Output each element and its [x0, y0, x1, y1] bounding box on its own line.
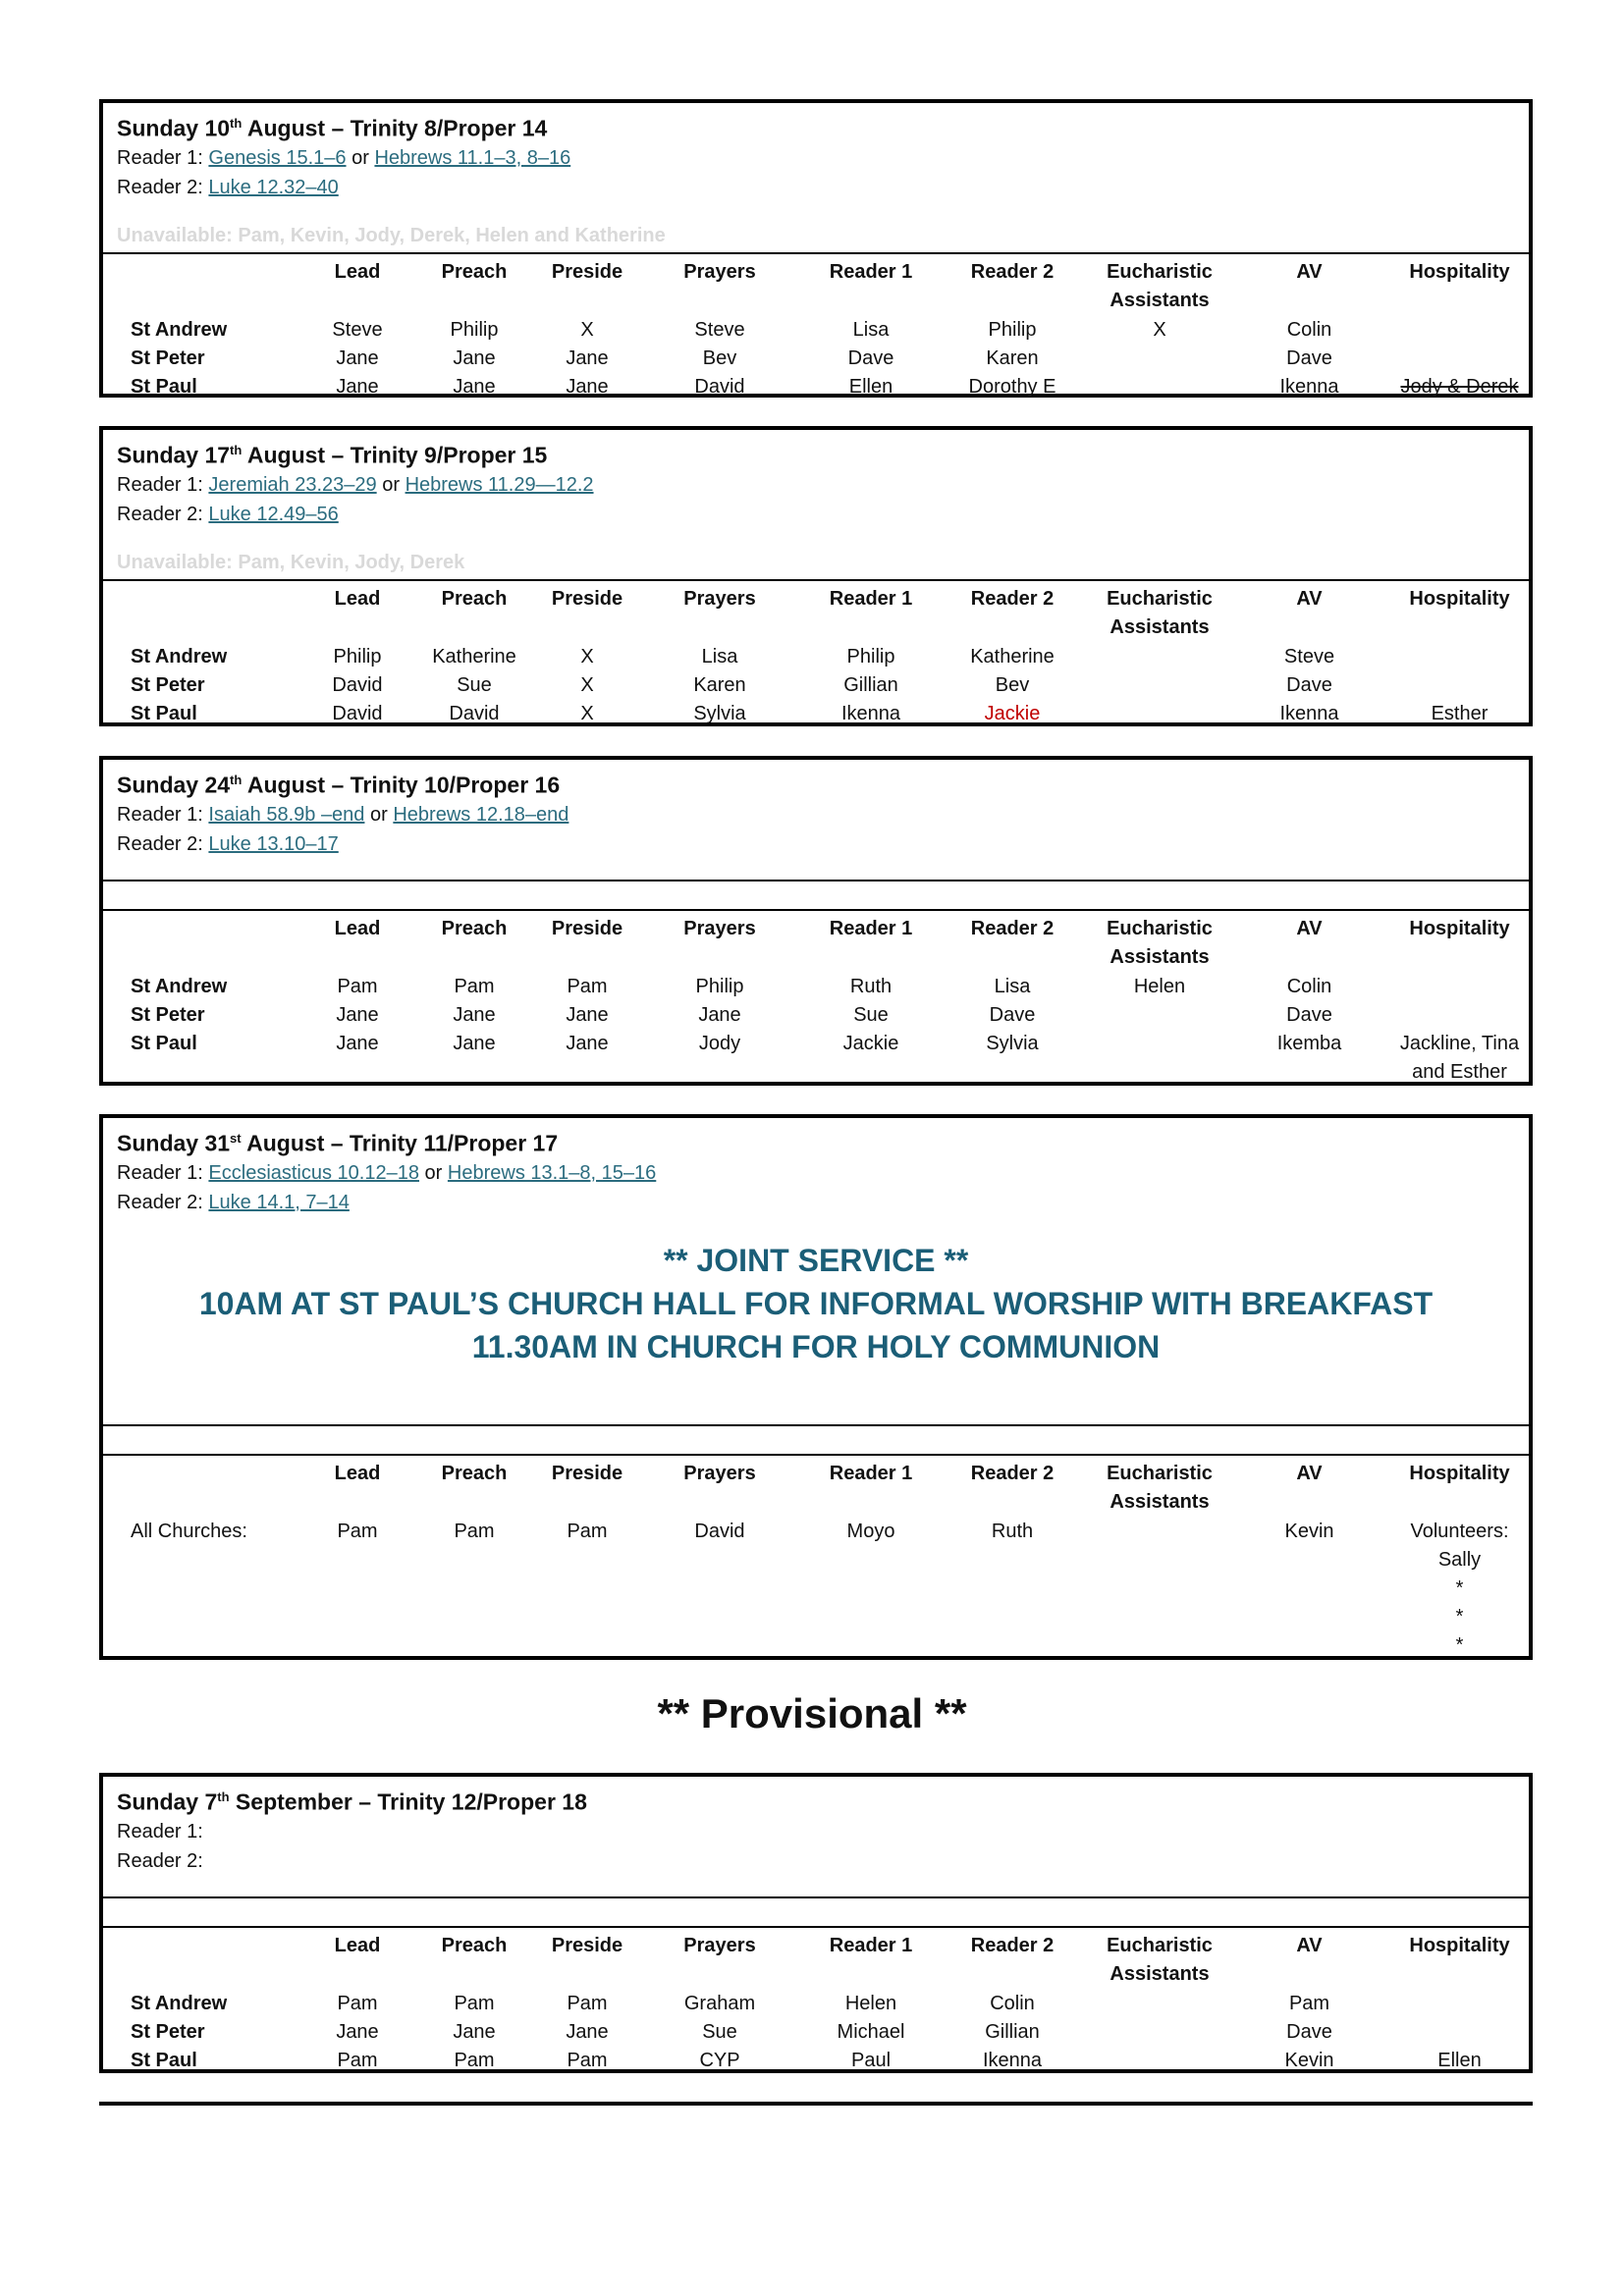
reader-2-line: Reader 2: Luke 12.49–56: [117, 503, 339, 525]
col-header: Preach: [441, 588, 508, 610]
col-header: Reader 2: [970, 588, 1055, 610]
cell: Katherine: [432, 646, 516, 667]
reading-link[interactable]: Hebrews 12.18–end: [393, 803, 569, 826]
church-name: St Paul: [131, 703, 197, 724]
church-name: St Andrew: [131, 976, 228, 997]
cell: Gillian: [985, 2021, 1040, 2043]
table-row: [103, 1001, 1529, 1030]
col-header: Eucharistic Assistants: [1107, 918, 1213, 968]
cell: Gillian: [843, 674, 898, 696]
cell: [1390, 671, 1529, 700]
cell: Jackie: [984, 703, 1041, 724]
table-row: [103, 671, 1529, 700]
reader-1-line: Reader 1: Genesis 15.1–6 or Hebrews 11.1–3, 8–16: [117, 146, 571, 169]
reading-link[interactable]: Hebrews 11.29—12.2: [405, 473, 594, 496]
cell: Graham: [683, 1993, 756, 2014]
col-header: Reader 2: [970, 1463, 1055, 1484]
cell: Philip: [846, 646, 895, 667]
col-header: Preside: [551, 261, 623, 283]
cell: [1390, 2018, 1529, 2047]
cell: Pam: [337, 1993, 378, 2014]
cell: [1091, 643, 1228, 671]
cell: Jane: [336, 2021, 379, 2043]
separator-row: [103, 1426, 1529, 1456]
cell: [1390, 1990, 1529, 2018]
cell: [1091, 1001, 1228, 1030]
cell: Bev: [995, 674, 1030, 696]
col-header: Lead: [334, 588, 381, 610]
col-header: Reader 2: [970, 918, 1055, 939]
table-row: [103, 2018, 1529, 2047]
rota-table: [103, 581, 1529, 728]
cell: X: [580, 703, 594, 724]
church-name: St Peter: [131, 674, 205, 696]
cell: Ruth: [991, 1521, 1034, 1542]
col-header: Reader 1: [829, 1463, 913, 1484]
sunday-header: [103, 1777, 1529, 1898]
bottom-rule: [99, 2102, 1533, 2106]
cell: Pam: [337, 1521, 378, 1542]
cell: Lisa: [701, 646, 738, 667]
cell: Pam: [337, 2050, 378, 2071]
sunday-block-1: [99, 99, 1533, 398]
volunteer-slot: *: [1455, 1577, 1464, 1599]
hospitality-volunteers: Volunteers: Sally: [1410, 1521, 1509, 1571]
col-header: Preach: [441, 261, 508, 283]
cell: Lisa: [994, 976, 1031, 997]
sunday-block-5: [99, 1773, 1533, 2073]
cell: Jane: [453, 376, 496, 398]
cell: Jody & Derek: [1400, 376, 1519, 398]
cell: Dave: [1286, 2021, 1332, 2043]
reader-1-line: Reader 1: Ecclesiasticus 10.12–18 or Hebrews 13.1–8, 15–16: [117, 1161, 657, 1184]
cell: Steve: [694, 319, 745, 341]
col-header: Hospitality: [1409, 918, 1510, 939]
reader-2-line: Reader 2:: [117, 1849, 203, 1872]
cell: Dave: [1286, 347, 1332, 369]
cell: [1091, 1030, 1228, 1087]
rota-table: [103, 911, 1529, 1087]
reader-1-line: Reader 1: Jeremiah 23.23–29 or Hebrews 11.29—12.2: [117, 473, 594, 496]
col-header: Preside: [551, 588, 623, 610]
col-header: Eucharistic Assistants: [1107, 1463, 1213, 1513]
cell: Bev: [702, 347, 737, 369]
cell: Jane: [336, 1004, 379, 1026]
cell: Ellen: [1437, 2050, 1482, 2071]
col-header: Hospitality: [1409, 588, 1510, 610]
cell: Jane: [566, 2021, 609, 2043]
col-header: Reader 1: [829, 918, 913, 939]
rota-table: [103, 1456, 1529, 1660]
banner-line: ** JOINT SERVICE **: [663, 1242, 969, 1278]
church-name: St Peter: [131, 1004, 205, 1026]
cell: Dave: [847, 347, 894, 369]
cell: Helen: [1133, 976, 1186, 997]
cell: Pam: [567, 1521, 608, 1542]
cell: Jane: [566, 1033, 609, 1054]
cell: Dave: [1286, 674, 1332, 696]
cell: Philip: [333, 646, 382, 667]
col-header: Prayers: [683, 588, 756, 610]
reading-link[interactable]: Hebrews 11.1–3, 8–16: [374, 146, 571, 169]
header-row: [103, 254, 1529, 316]
cell: Helen: [844, 1993, 897, 2014]
table-row: [103, 643, 1529, 671]
sunday-header: [103, 1118, 1529, 1426]
col-header: Lead: [334, 918, 381, 939]
cell: Jane: [453, 2021, 496, 2043]
cell: [1091, 373, 1228, 401]
cell: Kevin: [1284, 1521, 1334, 1542]
col-header: Hospitality: [1409, 1463, 1510, 1484]
church-name: St Paul: [131, 2050, 197, 2071]
col-header: AV: [1296, 261, 1323, 283]
cell: [1390, 1518, 1529, 1660]
col-header: Eucharistic Assistants: [1107, 261, 1213, 311]
cell: Sue: [853, 1004, 889, 1026]
cell: Pam: [567, 2050, 608, 2071]
cell: Moyo: [846, 1521, 895, 1542]
cell: David: [694, 1521, 745, 1542]
table-row: [103, 316, 1529, 345]
col-header: Preside: [551, 1935, 623, 1956]
reading-link[interactable]: Ecclesiasticus 10.12–18: [208, 1161, 419, 1184]
col-header: Reader 2: [970, 1935, 1055, 1956]
cell: Steve: [332, 319, 383, 341]
col-header: Eucharistic Assistants: [1107, 588, 1213, 638]
col-header: AV: [1296, 1463, 1323, 1484]
col-header: Preside: [551, 1463, 623, 1484]
col-header: Reader 1: [829, 261, 913, 283]
table-row: [103, 700, 1529, 728]
separator-row: [103, 1898, 1529, 1928]
cell: Jane: [453, 1004, 496, 1026]
church-name: All Churches:: [131, 1521, 247, 1542]
reading-link[interactable]: Luke 14.1, 7–14: [208, 1191, 350, 1213]
cell: Sue: [702, 2021, 737, 2043]
cell: Jackie: [842, 1033, 899, 1054]
col-header: Hospitality: [1409, 1935, 1510, 1956]
cell: [1091, 345, 1228, 373]
cell: Pam: [454, 2050, 495, 2071]
sunday-title: Sunday 31st August – Trinity 11/Proper 17: [117, 1130, 559, 1156]
cell: Ellen: [848, 376, 893, 398]
cell: Pam: [454, 1993, 495, 2014]
unavailable-note: Unavailable: Pam, Kevin, Jody, Derek, Helen and Katherine: [117, 225, 666, 246]
cell: Colin: [1286, 976, 1332, 997]
sunday-header: [103, 430, 1529, 581]
reading-link[interactable]: Genesis 15.1–6: [208, 146, 347, 169]
col-header: Prayers: [683, 1463, 756, 1484]
church-name: St Paul: [131, 1033, 197, 1054]
col-header: AV: [1296, 588, 1323, 610]
cell: [1091, 1518, 1228, 1660]
cell: Pam: [454, 976, 495, 997]
cell: David: [449, 703, 500, 724]
cell: [1390, 643, 1529, 671]
cell: Pam: [337, 976, 378, 997]
col-header: Prayers: [683, 918, 756, 939]
cell: Colin: [990, 1993, 1035, 2014]
col-header: Preach: [441, 1935, 508, 1956]
cell: [1091, 700, 1228, 728]
col-header: Reader 1: [829, 1935, 913, 1956]
cell: Ikenna: [840, 703, 901, 724]
cell: Jane: [698, 1004, 741, 1026]
cell: Karen: [693, 674, 746, 696]
cell: Sylvia: [693, 703, 746, 724]
cell: [1390, 973, 1529, 1001]
col-header: Lead: [334, 1935, 381, 1956]
reader-2-line: Reader 2: Luke 12.32–40: [117, 176, 339, 198]
col-header: Prayers: [683, 261, 756, 283]
cell: X: [580, 646, 594, 667]
sunday-block-3: [99, 756, 1533, 1086]
church-name: St Andrew: [131, 1993, 228, 2014]
provisional-heading: ** Provisional **: [657, 1690, 967, 1736]
cell: David: [332, 703, 383, 724]
table-row: [103, 373, 1529, 401]
cell: Ikemba: [1276, 1033, 1342, 1054]
cell: Ikenna: [1279, 376, 1339, 398]
col-header: Preach: [441, 1463, 508, 1484]
reading-link[interactable]: Luke 12.32–40: [208, 176, 339, 198]
reading-link[interactable]: Luke 13.10–17: [208, 832, 339, 855]
banner-line: 10AM AT ST PAUL’S CHURCH HALL FOR INFORMAL WORSHIP WITH BREAKFAST: [198, 1285, 1434, 1321]
cell: Ikenna: [1279, 703, 1339, 724]
table-row: [103, 1518, 1529, 1660]
cell: Ruth: [849, 976, 893, 997]
cell: Pam: [1288, 1993, 1330, 2014]
cell: Jane: [336, 347, 379, 369]
table-row: [103, 1990, 1529, 2018]
cell: Pam: [454, 1521, 495, 1542]
sunday-title: Sunday 7th September – Trinity 12/Proper 18: [117, 1789, 587, 1815]
reading-link[interactable]: Isaiah 58.9b –end: [208, 803, 365, 826]
church-name: St Paul: [131, 376, 197, 398]
reader-1-line: Reader 1:: [117, 1820, 203, 1842]
cell: Lisa: [852, 319, 890, 341]
joint-service-banner: [117, 1239, 1515, 1368]
cell: Dave: [1286, 1004, 1332, 1026]
cell: Jane: [453, 1033, 496, 1054]
cell: Jane: [336, 1033, 379, 1054]
cell: Sylvia: [986, 1033, 1039, 1054]
col-header: Preach: [441, 918, 508, 939]
col-header: Prayers: [683, 1935, 756, 1956]
cell: Paul: [850, 2050, 892, 2071]
cell: Ikenna: [982, 2050, 1043, 2071]
table-row: [103, 973, 1529, 1001]
cell: Philip: [695, 976, 744, 997]
cell: [1390, 1001, 1529, 1030]
sunday-block-2: [99, 426, 1533, 726]
volunteer-slot: *: [1455, 1606, 1464, 1628]
reader-1-line: Reader 1: Isaiah 58.9b –end or Hebrews 12.18–end: [117, 803, 569, 826]
sunday-title: Sunday 17th August – Trinity 9/Proper 15: [117, 442, 548, 468]
reading-link[interactable]: Luke 12.49–56: [208, 503, 339, 525]
cell: Michael: [837, 2021, 905, 2043]
cell: Esther: [1431, 703, 1489, 724]
volunteer-slot: *: [1455, 1634, 1464, 1656]
cell: [1390, 345, 1529, 373]
sunday-header: [103, 760, 1529, 881]
church-name: St Andrew: [131, 319, 228, 341]
church-name: St Andrew: [131, 646, 228, 667]
cell: Kevin: [1284, 2050, 1334, 2071]
banner-line: 11.30AM IN CHURCH FOR HOLY COMMUNION: [471, 1328, 1161, 1364]
col-header: Lead: [334, 261, 381, 283]
table-row: [103, 2047, 1529, 2075]
header-row: [103, 1456, 1529, 1518]
cell: Jane: [336, 376, 379, 398]
reader-2-line: Reader 2: Luke 13.10–17: [117, 832, 339, 855]
col-header: Reader 2: [970, 261, 1055, 283]
cell: [1091, 1990, 1228, 2018]
cell: Dorothy E: [968, 376, 1056, 398]
sunday-title: Sunday 24th August – Trinity 10/Proper 16: [117, 772, 561, 798]
cell: Jane: [566, 1004, 609, 1026]
sunday-block-4: [99, 1114, 1533, 1660]
cell: Jane: [566, 347, 609, 369]
cell: [1091, 2047, 1228, 2075]
cell: [1091, 671, 1228, 700]
cell: X: [580, 319, 594, 341]
cell: Philip: [988, 319, 1037, 341]
cell: Philip: [450, 319, 499, 341]
sunday-title: Sunday 10th August – Trinity 8/Proper 14: [117, 115, 548, 141]
cell: X: [1153, 319, 1166, 341]
col-header: Reader 1: [829, 588, 913, 610]
col-header: Lead: [334, 1463, 381, 1484]
table-row: [103, 1030, 1529, 1087]
cell: Pam: [567, 976, 608, 997]
cell: Jane: [453, 347, 496, 369]
col-header: Hospitality: [1409, 261, 1510, 283]
cell: Karen: [986, 347, 1039, 369]
unavailable-note: Unavailable: Pam, Kevin, Jody, Derek: [117, 552, 465, 573]
header-row: [103, 581, 1529, 643]
cell: Jackline, Tina and Esther: [1399, 1033, 1520, 1083]
cell: Katherine: [970, 646, 1055, 667]
header-row: [103, 1928, 1529, 1990]
cell: CYP: [699, 2050, 740, 2071]
reader-2-line: Reader 2: Luke 14.1, 7–14: [117, 1191, 350, 1213]
rota-table: [103, 254, 1529, 401]
cell: Colin: [1286, 319, 1332, 341]
cell: David: [332, 674, 383, 696]
cell: Pam: [567, 1993, 608, 2014]
cell: X: [580, 674, 594, 696]
col-header: AV: [1296, 1935, 1323, 1956]
cell: Dave: [989, 1004, 1036, 1026]
col-header: AV: [1296, 918, 1323, 939]
table-row: [103, 345, 1529, 373]
cell: David: [694, 376, 745, 398]
cell: Jody: [698, 1033, 741, 1054]
reading-link[interactable]: Hebrews 13.1–8, 15–16: [447, 1161, 657, 1184]
reading-link[interactable]: Jeremiah 23.23–29: [208, 473, 377, 496]
cell: [1091, 2018, 1228, 2047]
cell: Sue: [457, 674, 492, 696]
cell: Jane: [566, 376, 609, 398]
sunday-header: [103, 103, 1529, 254]
church-name: St Peter: [131, 347, 205, 369]
header-row: [103, 911, 1529, 973]
rota-table: [103, 1928, 1529, 2075]
church-name: St Peter: [131, 2021, 205, 2043]
col-header: Preside: [551, 918, 623, 939]
cell: [1390, 316, 1529, 345]
separator-row: [103, 881, 1529, 911]
col-header: Eucharistic Assistants: [1107, 1935, 1213, 1985]
cell: Steve: [1283, 646, 1335, 667]
